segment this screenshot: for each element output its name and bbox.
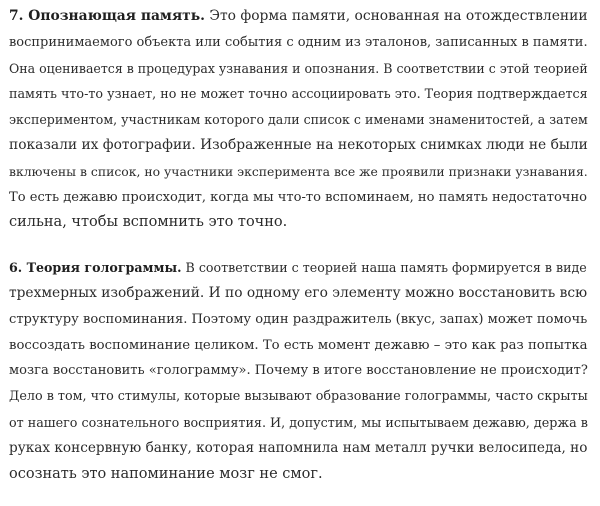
text-line: структуру воспоминания. Поэтому один раздражитель (вкус, запах) может помочь <box>9 311 588 327</box>
text-line <box>9 255 591 281</box>
text-line: сильна, чтобы вспомнить это точно. <box>9 214 288 231</box>
text-line: Дело в том, что стимулы, которые вызывают образование голограммы, часто скрыты <box>9 389 588 405</box>
text-line: воссоздать воспоминание целиком. То есть момент дежавю – это как раз попытка <box>9 337 588 353</box>
text-line: То есть дежавю происходит, когда мы что-то вспоминаем, но память недостаточно <box>9 189 588 205</box>
article-body <box>9 4 591 487</box>
text-line: мозга восстановить «голограмму». Почему в итоге восстановление не происходит? <box>9 363 588 379</box>
text-line: от нашего сознательного восприятия. И, допустим, мы испытываем дежавю, держа в <box>9 414 588 430</box>
section-heading-hologram-theory: 6. Теория голограммы. <box>9 260 182 276</box>
section-heading-recognition-memory: 7. Опознающая память. <box>9 8 205 24</box>
text-fragment: Это форма памяти, основанная на отождествлении <box>204 8 588 24</box>
text-line: Она оценивается в процедурах узнавания и опознания. В соответствии с этой теорией <box>9 60 588 76</box>
text-line: включены в список, но участники эксперимента все же проявили признаки узнавания. <box>9 163 588 179</box>
paragraph-recognition-memory <box>9 4 591 236</box>
text-line <box>9 4 591 30</box>
text-line: осознать это напоминание мозг не смог. <box>9 465 323 482</box>
text-line: воспринимаемого объекта или события с одним из эталонов, записанных в памяти. <box>9 34 588 50</box>
text-line: руках консервную банку, которая напомнила нам металл ручки велосипеда, но <box>9 439 588 456</box>
text-line: показали их фотографии. Изображенные на некоторых снимках люди не были <box>9 136 588 153</box>
text-line: экспериментом, участникам которого дали список с именами знаменитостей, а затем <box>9 112 588 128</box>
text-fragment: В соответствии с теорией наша память формируется в виде <box>181 260 587 276</box>
text-line: память что-то узнает, но не может точно ассоциировать это. Теория подтверждается <box>9 86 588 102</box>
text-line: трехмерных изображений. И по одному его элементу можно восстановить всю <box>9 284 588 301</box>
paragraph-hologram-theory <box>9 255 591 487</box>
